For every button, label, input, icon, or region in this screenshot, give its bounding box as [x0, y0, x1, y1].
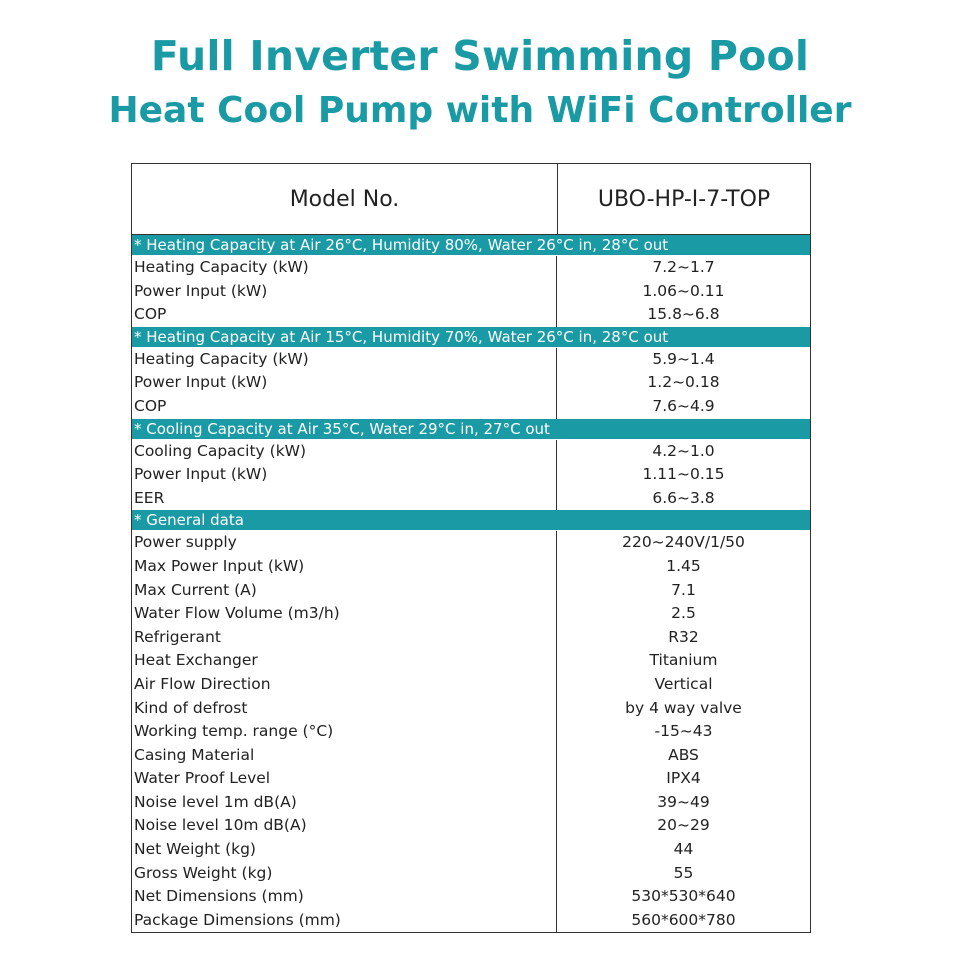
table-row	[132, 280, 810, 304]
spec-label: Cooling Capacity (kW)	[132, 440, 557, 464]
table-row	[132, 303, 810, 327]
table-row	[132, 487, 810, 511]
spec-label: Water Proof Level	[132, 767, 557, 791]
spec-label: Package Dimensions (mm)	[132, 909, 557, 933]
table-row	[132, 885, 810, 909]
spec-value: Titanium	[649, 651, 718, 670]
table-row	[132, 440, 810, 464]
table-row	[132, 395, 810, 419]
spec-value: 6.6~3.8	[652, 488, 715, 507]
page-title: Full Inverter Swimming Pool	[150, 32, 810, 80]
spec-label: Noise level 10m dB(A)	[132, 814, 557, 838]
section-header: * Cooling Capacity at Air 35°C, Water 29°C in, 27°C out	[132, 419, 810, 440]
table-row	[132, 673, 810, 697]
spec-label: Heating Capacity (kW)	[132, 348, 557, 372]
table-row	[132, 579, 810, 603]
spec-label: EER	[132, 487, 557, 511]
spec-value: 7.2~1.7	[652, 258, 715, 276]
spec-value: 2.5	[671, 604, 696, 623]
spec-label: Air Flow Direction	[132, 673, 557, 697]
spec-value: by 4 way valve	[625, 698, 742, 717]
spec-value: 44	[673, 840, 694, 859]
spec-label: Power Input (kW)	[132, 463, 557, 487]
table-row	[132, 626, 810, 650]
table-row	[132, 767, 810, 791]
spec-label: Working temp. range (°C)	[132, 720, 557, 744]
spec-label: Refrigerant	[132, 626, 557, 650]
table-row	[132, 602, 810, 626]
spec-label: Power Input (kW)	[132, 371, 557, 395]
spec-value: 1.11~0.15	[642, 465, 725, 484]
spec-value: IPX4	[666, 769, 701, 788]
table-row	[132, 791, 810, 815]
spec-label: Noise level 1m dB(A)	[132, 791, 557, 815]
spec-value: 39~49	[657, 792, 710, 811]
spec-label: Net Weight (kg)	[132, 838, 557, 862]
spec-label: Kind of defrost	[132, 697, 557, 721]
spec-value: 1.06~0.11	[642, 281, 725, 300]
section-header: * Heating Capacity at Air 15°C, Humidity 70%, Water 26°C in, 28°C out	[132, 327, 810, 348]
spec-value: 15.8~6.8	[647, 305, 720, 324]
spec-value: 7.6~4.9	[652, 396, 715, 415]
model-no-value: UBO-HP-I-7-TOP	[597, 186, 771, 212]
table-row	[132, 720, 810, 744]
spec-label: Water Flow Volume (m3/h)	[132, 602, 557, 626]
spec-value: Vertical	[654, 674, 713, 693]
table-row	[132, 555, 810, 579]
table-body	[132, 235, 810, 932]
spec-label: Heat Exchanger	[132, 649, 557, 673]
spec-label: Power supply	[132, 531, 557, 555]
spec-label: Power Input (kW)	[132, 280, 557, 304]
spec-label: Max Current (A)	[132, 579, 557, 603]
table-row	[132, 348, 810, 372]
spec-value: 55	[673, 863, 694, 882]
table-row	[132, 697, 810, 721]
table-row	[132, 838, 810, 862]
table-row	[132, 649, 810, 673]
table-row	[132, 744, 810, 768]
spec-label: Heating Capacity (kW)	[132, 256, 557, 280]
spec-label: Casing Material	[132, 744, 557, 768]
spec-value: 560*600*780	[631, 910, 736, 929]
spec-label: Gross Weight (kg)	[132, 862, 557, 886]
table-row	[132, 531, 810, 555]
spec-value: 20~29	[657, 816, 710, 835]
spec-label: Max Power Input (kW)	[132, 555, 557, 579]
spec-table	[131, 163, 811, 933]
table-row	[132, 909, 810, 933]
spec-value: R32	[668, 627, 699, 646]
section-header: * Heating Capacity at Air 26°C, Humidity 80%, Water 26°C in, 28°C out	[132, 235, 810, 256]
table-row	[132, 256, 810, 280]
spec-label: COP	[132, 303, 557, 327]
spec-value: 220~240V/1/50	[622, 533, 745, 552]
model-no-label: Model No.	[132, 164, 558, 234]
spec-value: -15~43	[654, 722, 713, 741]
table-row	[132, 814, 810, 838]
table-row	[132, 463, 810, 487]
spec-label: Net Dimensions (mm)	[132, 885, 557, 909]
spec-value: 1.2~0.18	[647, 373, 720, 392]
spec-value: 1.45	[666, 556, 701, 575]
page-subtitle: Heat Cool Pump with WiFi Controller	[108, 90, 852, 131]
spec-value: ABS	[668, 745, 699, 764]
spec-value: 5.9~1.4	[652, 349, 715, 368]
section-header: * General data	[132, 510, 810, 531]
spec-value: 7.1	[671, 580, 696, 599]
table-header-row	[132, 164, 810, 235]
table-row	[132, 862, 810, 886]
spec-value: 530*530*640	[631, 887, 736, 906]
spec-label: COP	[132, 395, 557, 419]
spec-value: 4.2~1.0	[652, 441, 715, 460]
table-row	[132, 371, 810, 395]
